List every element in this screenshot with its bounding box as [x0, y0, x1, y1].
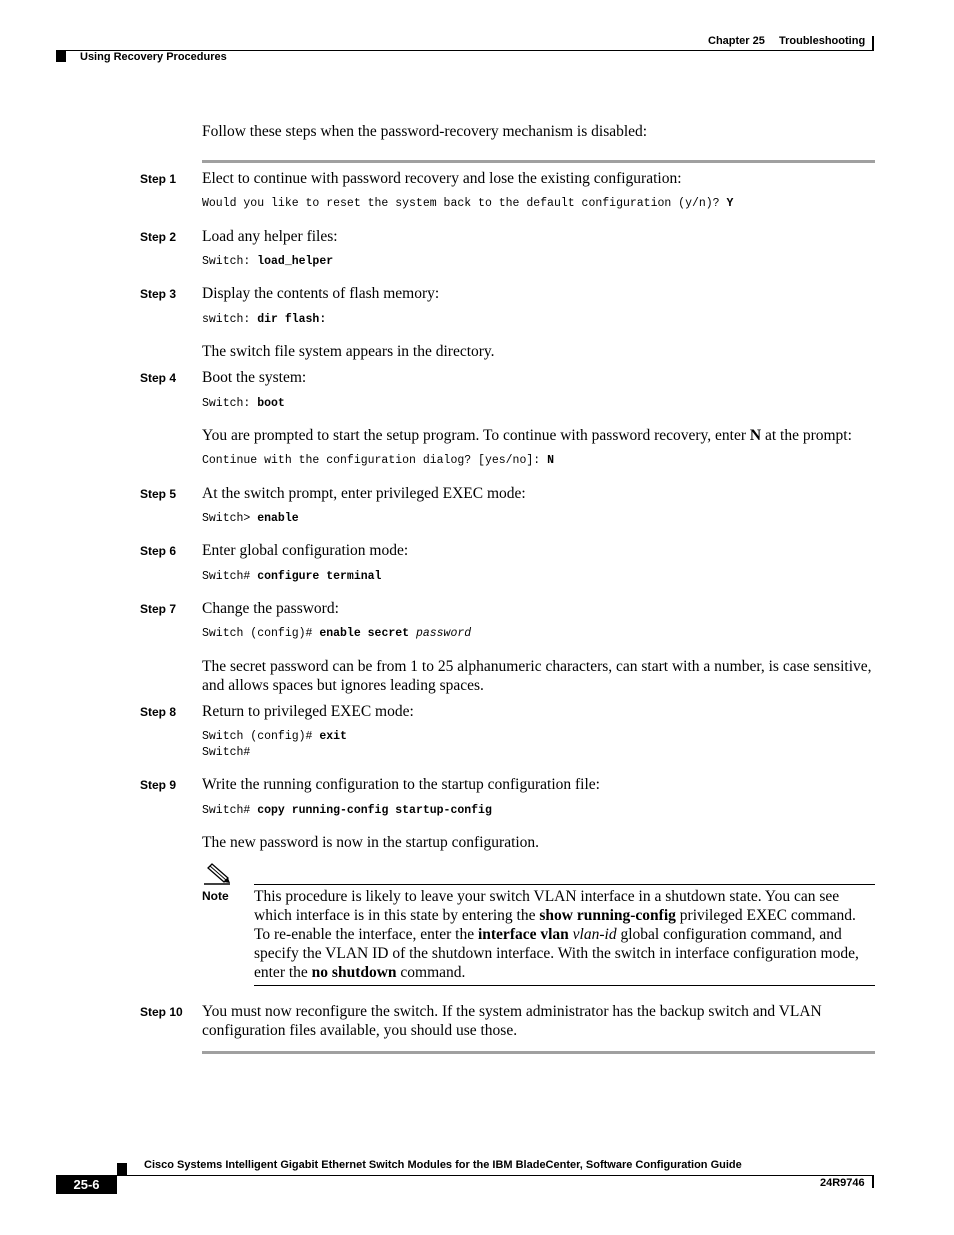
code-prompt: switch: [202, 313, 258, 326]
footer-marker [117, 1163, 127, 1175]
code-prompt: Switch (config)# [202, 627, 320, 640]
step-label: Step 7 [140, 602, 177, 616]
page-number: 25-6 [56, 1176, 117, 1194]
procedure-bottom-rule [202, 1051, 875, 1054]
step-label: Step 1 [140, 172, 177, 186]
note-command: interface vlan [477, 926, 569, 943]
code-command: dir flash: [257, 313, 327, 326]
followup-text-part: at the prompt: [761, 427, 852, 444]
note-label: Note [202, 889, 229, 903]
note-text-part: This procedure is likely to leave your switch VLAN interface in a shutdown state. You can see which interface is in this state by entering the [254, 888, 840, 924]
code-prompt: Switch# [202, 570, 258, 583]
procedure-top-rule [202, 160, 875, 163]
footer-title: Cisco Systems Intelligent Gigabit Ethernet Switch Modules for the IBM BladeCenter, Software Configuration Guide [144, 1159, 742, 1171]
followup-bold-key: N [749, 427, 762, 444]
header-rule-vertical [872, 36, 874, 50]
note-text-part: global configuration command, and specify the VLAN ID of the shutdown interface. With the switch in interface configuration mode, enter the [254, 926, 859, 981]
code-prompt: Switch (config)# [202, 730, 320, 743]
note-command: no shutdown [311, 964, 397, 981]
step-text: Enter global configuration mode: [202, 542, 409, 559]
footer-doc-id: 24R9746 [820, 1177, 865, 1189]
code-command: copy running-config startup-config [257, 804, 492, 817]
code-line: Switch# [202, 746, 251, 759]
step-text: Boot the system: [202, 369, 307, 386]
code-command: Y [726, 197, 734, 210]
code-command: N [547, 454, 554, 467]
code-prompt: Switch> [202, 512, 258, 525]
code-block [202, 626, 471, 642]
step-label: Step 10 [140, 1005, 183, 1019]
pencil-note-icon [202, 860, 232, 886]
step-label: Step 3 [140, 287, 177, 301]
note-argument: vlan-id [572, 926, 617, 943]
code-block [202, 453, 554, 469]
header-chapter: Chapter 25 [708, 35, 765, 47]
intro-text: Follow these steps when the password-recovery mechanism is disabled: [202, 123, 648, 140]
code-block [202, 803, 492, 819]
header-section: Using Recovery Procedures [80, 51, 227, 63]
step-followup-text: The new password is now in the startup configuration. [202, 834, 540, 851]
followup-text-part: You are prompted to start the setup program. To continue with password recovery, enter [202, 427, 750, 444]
step-followup-text [202, 426, 852, 445]
step-followup-text: The secret password can be from 1 to 25 alphanumeric characters, can start with a number, is case sensitive, and allows spaces but ignores leading spaces. [202, 658, 872, 694]
code-command: load_helper [257, 255, 334, 268]
step-text: You must now reconfigure the switch. If the system administrator has the backup switch and VLAN configuration files available, you should use those. [202, 1003, 822, 1039]
code-prompt: Would you like to reset the system back to the default configuration (y/n)? [202, 197, 727, 210]
code-prompt: Switch# [202, 804, 258, 817]
code-prompt: Continue with the configuration dialog? [yes/no]: [202, 454, 548, 467]
step-followup-text: The switch file system appears in the directory. [202, 343, 495, 360]
step-label: Step 9 [140, 778, 177, 792]
footer-rule [56, 1175, 874, 1176]
code-block [202, 511, 299, 527]
code-command: boot [257, 397, 285, 410]
step-label: Step 4 [140, 371, 177, 385]
step-label: Step 8 [140, 705, 177, 719]
code-block [202, 396, 285, 412]
code-prompt: Switch: [202, 255, 258, 268]
header-section-marker [56, 50, 66, 62]
step-label: Step 5 [140, 487, 177, 501]
header-chapter-title: Troubleshooting [779, 35, 866, 47]
code-argument: password [415, 627, 472, 640]
step-text: Display the contents of flash memory: [202, 285, 440, 302]
note-command: show running-config [539, 907, 676, 924]
code-command: exit [319, 730, 347, 743]
code-command: enable secret [319, 627, 416, 640]
code-block [202, 254, 333, 270]
footer-rule-vertical [872, 1176, 874, 1188]
note-bottom-rule [254, 985, 875, 986]
code-block [202, 569, 381, 585]
step-text: Write the running configuration to the startup configuration file: [202, 776, 600, 793]
code-block [202, 196, 733, 212]
step-text: Change the password: [202, 600, 339, 617]
step-label: Step 2 [140, 230, 177, 244]
code-command: configure terminal [257, 570, 382, 583]
code-block [202, 729, 347, 745]
step-text: At the switch prompt, enter privileged EXEC mode: [202, 485, 526, 502]
step-text: Return to privileged EXEC mode: [202, 703, 414, 720]
note-body [254, 887, 874, 982]
step-text: Load any helper files: [202, 228, 338, 245]
note-text-part: command. [396, 964, 466, 981]
code-block [202, 312, 326, 328]
code-prompt: Switch: [202, 397, 258, 410]
code-command: enable [257, 512, 299, 525]
step-text: Elect to continue with password recovery and lose the existing configuration: [202, 170, 682, 187]
note-top-rule [254, 884, 875, 885]
note-text-part: privileged EXEC command. To re-enable the interface, enter the [254, 907, 856, 943]
step-label: Step 6 [140, 544, 177, 558]
